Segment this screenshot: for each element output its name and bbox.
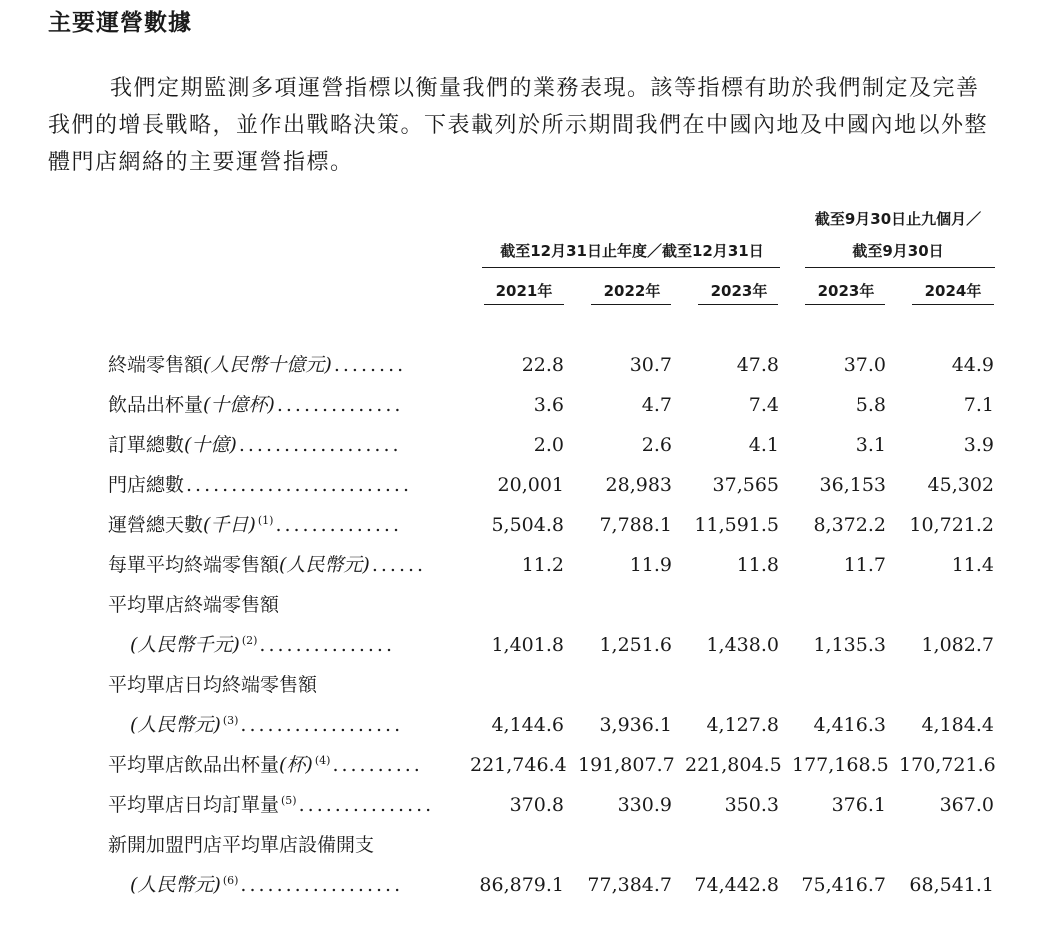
table-row	[0, 510, 1044, 544]
row-label: 每單平均終端零售額(人民幣元) ......	[108, 554, 427, 576]
column-rule-2024-interim	[912, 304, 994, 305]
cell-2024-interim: 1,082.7	[921, 634, 994, 656]
cell-2023-interim: 4,416.3	[813, 714, 886, 736]
cell-2021: 1,401.8	[491, 634, 564, 656]
cell-2021: 3.6	[533, 394, 564, 416]
cell-2022: 191,807.7	[578, 754, 675, 776]
cell-2022: 30.7	[629, 354, 672, 376]
cell-2022: 1,251.6	[599, 634, 672, 656]
cell-2023-interim: 36,153	[819, 474, 886, 496]
cell-2023-interim: 11.7	[843, 554, 886, 576]
cell-2022: 7,788.1	[599, 514, 672, 536]
cell-2023: 11.8	[736, 554, 779, 576]
column-rule-2022	[591, 304, 671, 305]
cell-2024-interim: 3.9	[963, 434, 994, 456]
table-row	[0, 350, 1044, 384]
cell-2024-interim: 68,541.1	[909, 874, 994, 896]
cell-2023-interim: 177,168.5	[792, 754, 889, 776]
cell-2023: 4.1	[748, 434, 779, 456]
row-label-unit: (人民幣元) $^{(3)}$ ..................	[130, 713, 404, 736]
table-row	[0, 470, 1044, 504]
row-label: 平均單店日均終端零售額	[108, 674, 318, 696]
cell-2023: 11,591.5	[694, 514, 779, 536]
cell-2023: 37,565	[712, 474, 779, 496]
table-row	[0, 750, 1044, 784]
cell-2023: 47.8	[736, 354, 779, 376]
interim-group-header-line2: 截至9月30日	[852, 242, 944, 260]
cell-2024-interim: 7.1	[963, 394, 994, 416]
cell-2023-interim: 376.1	[831, 794, 886, 816]
cell-2023-interim: 8,372.2	[813, 514, 886, 536]
cell-2022: 11.9	[629, 554, 672, 576]
column-header-2023-interim: 2023年	[817, 282, 875, 300]
cell-2023-interim: 75,416.7	[801, 874, 886, 896]
row-label: 平均單店飲品出杯量(杯) $^{(4)}$ ..........	[108, 753, 423, 776]
cell-2021: 370.8	[509, 794, 564, 816]
cell-2022: 2.6	[641, 434, 672, 456]
column-rule-2023	[698, 304, 778, 305]
cell-2021: 2.0	[533, 434, 564, 456]
annual-group-header: 截至12月31日止年度／截至12月31日	[500, 242, 764, 260]
table-row	[0, 630, 1044, 664]
table-row-label-line1	[0, 670, 1044, 704]
cell-2024-interim: 10,721.2	[909, 514, 994, 536]
column-rule-2023-interim	[805, 304, 885, 305]
cell-2023: 7.4	[748, 394, 779, 416]
cell-2024-interim: 11.4	[951, 554, 994, 576]
row-label: 運營總天數(千日) $^{(1)}$ ..............	[108, 513, 402, 536]
cell-2021: 5,504.8	[491, 514, 564, 536]
row-label: 終端零售額(人民幣十億元) ........	[108, 354, 407, 376]
cell-2023-interim: 5.8	[855, 394, 886, 416]
cell-2024-interim: 4,184.4	[921, 714, 994, 736]
cell-2022: 3,936.1	[599, 714, 672, 736]
row-label: 飲品出杯量(十億杯) ..............	[108, 394, 404, 416]
column-rule-2021	[484, 304, 564, 305]
cell-2023: 221,804.5	[685, 754, 782, 776]
cell-2021: 22.8	[521, 354, 564, 376]
interim-group-header-line1: 截至9月30日止九個月／	[814, 210, 982, 228]
table-row-label-line1	[0, 590, 1044, 624]
cell-2023-interim: 3.1	[855, 434, 886, 456]
cell-2021: 221,746.4	[470, 754, 567, 776]
cell-2022: 330.9	[617, 794, 672, 816]
cell-2021: 11.2	[521, 554, 564, 576]
cell-2024-interim: 170,721.6	[899, 754, 996, 776]
interim-group-rule	[805, 267, 995, 268]
row-label: 平均單店日均訂單量 $^{(5)}$ ...............	[108, 793, 435, 816]
cell-2023: 74,442.8	[694, 874, 779, 896]
column-header-2022: 2022年	[603, 282, 661, 300]
table-row	[0, 790, 1044, 824]
annual-group-rule	[482, 267, 780, 268]
table-row-label-line1	[0, 830, 1044, 864]
table-row	[0, 870, 1044, 904]
column-header-2024-interim: 2024年	[924, 282, 982, 300]
row-label-unit: (人民幣元) $^{(6)}$ ..................	[130, 873, 404, 896]
intro-paragraph: 我們定期監測多項運營指標以衡量我們的業務表現。該等指標有助於我們制定及完善我們的增長戰略，並作出戰略決策。下表載列於所示期間我們在中國內地及中國內地以外整體門店網絡的主要運營指標。	[48, 76, 989, 175]
cell-2023: 4,127.8	[706, 714, 779, 736]
table-row	[0, 550, 1044, 584]
row-label: 平均單店終端零售額	[108, 594, 280, 616]
cell-2023: 1,438.0	[706, 634, 779, 656]
cell-2023-interim: 37.0	[843, 354, 886, 376]
cell-2021: 20,001	[497, 474, 564, 496]
column-header-2021: 2021年	[495, 282, 553, 300]
column-header-2023: 2023年	[710, 282, 768, 300]
cell-2022: 28,983	[605, 474, 672, 496]
table-row	[0, 390, 1044, 424]
cell-2022: 77,384.7	[587, 874, 672, 896]
row-label: 新開加盟門店平均單店設備開支	[108, 834, 375, 856]
section-title: 主要運營數據	[48, 10, 192, 36]
cell-2024-interim: 367.0	[939, 794, 994, 816]
row-label: 訂單總數(十億) ..................	[108, 434, 402, 456]
row-label: 門店總數 .........................	[108, 474, 413, 496]
table-row	[0, 430, 1044, 464]
cell-2024-interim: 44.9	[951, 354, 994, 376]
cell-2021: 86,879.1	[479, 874, 564, 896]
row-label-unit: (人民幣千元) $^{(2)}$ ...............	[130, 633, 396, 656]
cell-2024-interim: 45,302	[927, 474, 994, 496]
cell-2022: 4.7	[641, 394, 672, 416]
cell-2023: 350.3	[724, 794, 779, 816]
cell-2021: 4,144.6	[491, 714, 564, 736]
table-row	[0, 710, 1044, 744]
cell-2023-interim: 1,135.3	[813, 634, 886, 656]
